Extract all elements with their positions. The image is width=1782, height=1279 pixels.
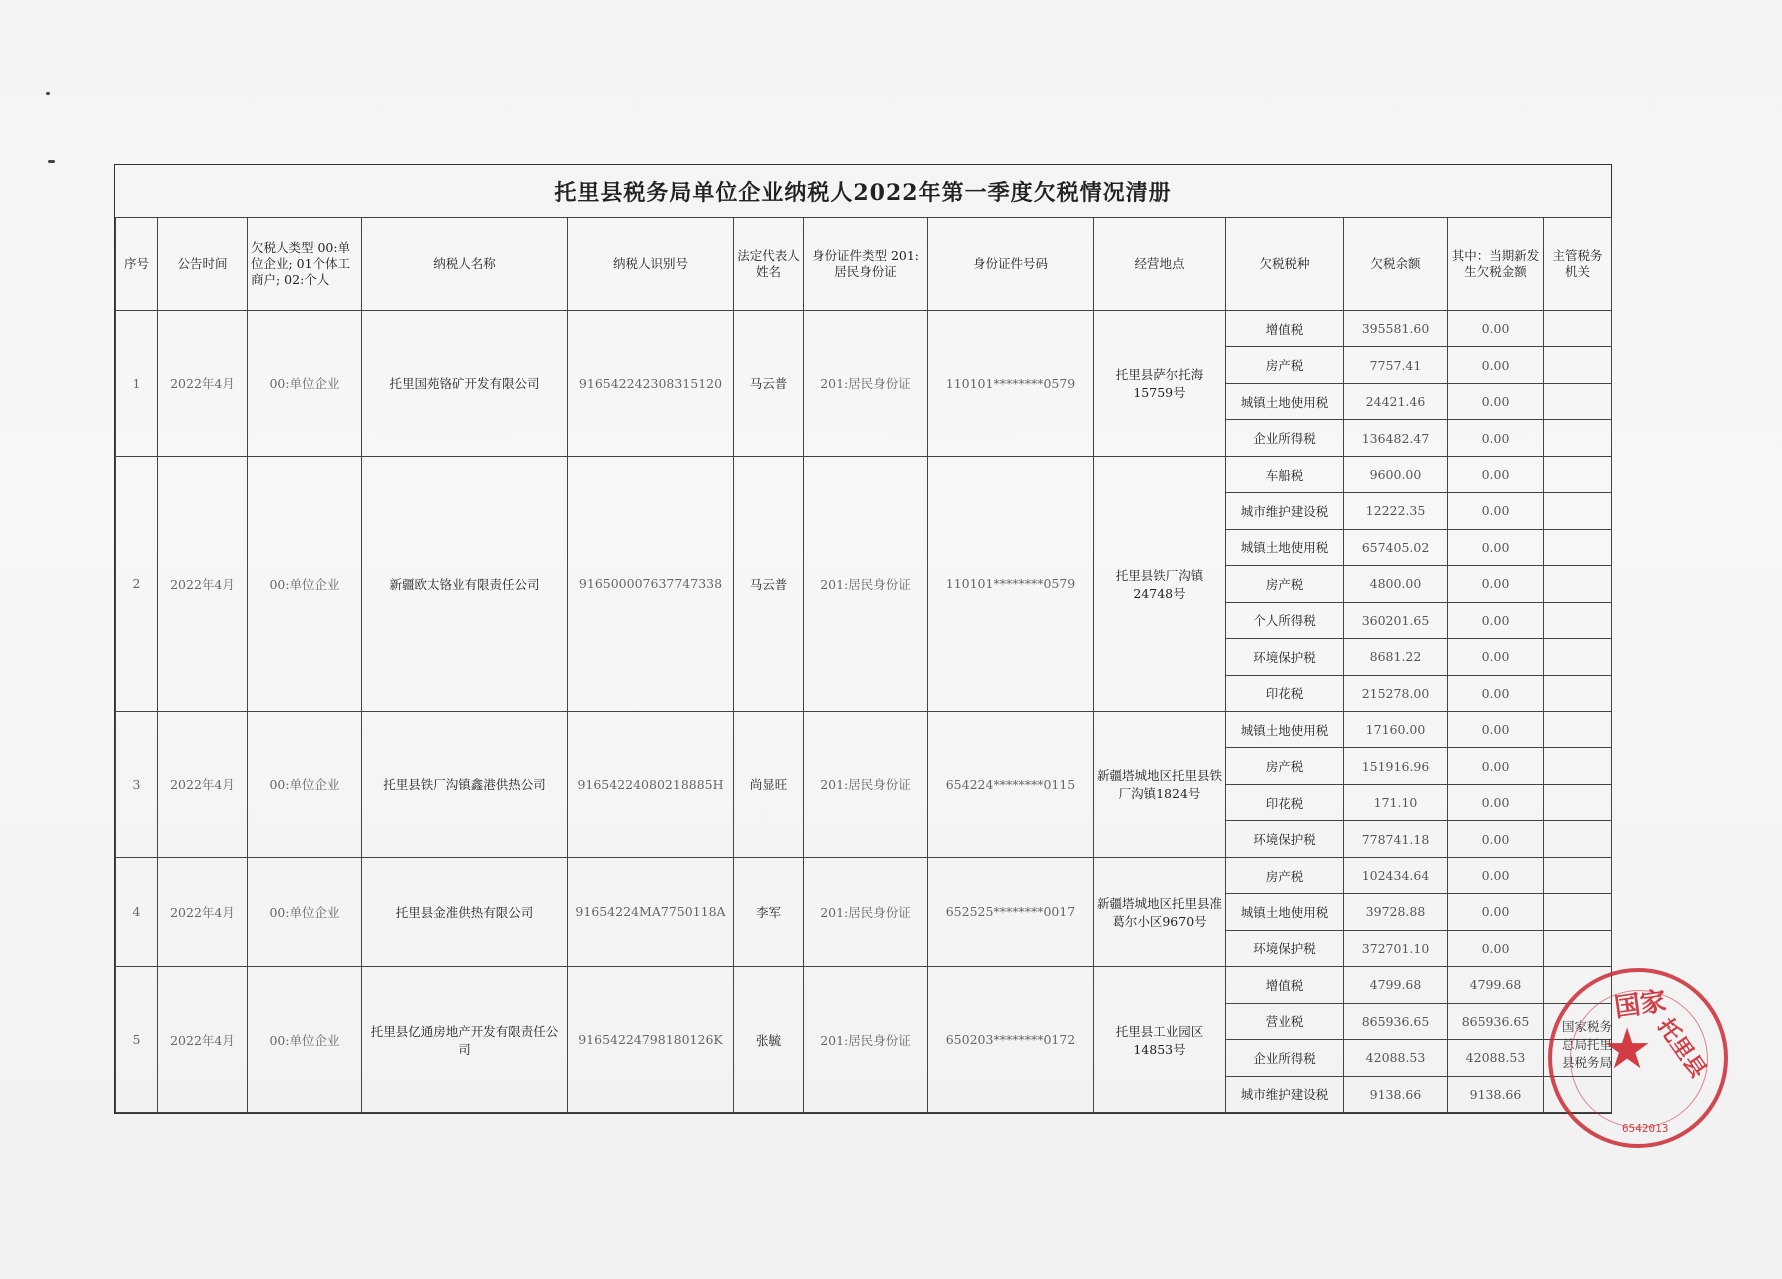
- cell-tax-kind: 房产税: [1226, 748, 1344, 784]
- cell-tax-balance: 24421.46: [1344, 383, 1448, 419]
- cell-tax-new: 0.00: [1448, 493, 1544, 529]
- cell-tax-balance: 17160.00: [1344, 711, 1448, 747]
- cell-tax-new: 0.00: [1448, 857, 1544, 893]
- cell-tax-balance: 151916.96: [1344, 748, 1448, 784]
- cell-seq: 5: [116, 967, 158, 1113]
- header-idtype: 身份证件类型 201:居民身份证: [804, 218, 928, 311]
- cell-tax-balance: 9138.66: [1344, 1076, 1448, 1112]
- cell-date: 2022年4月: [158, 711, 248, 857]
- cell-tax-kind: 车船税: [1226, 456, 1344, 492]
- cell-idno: 110101********0579: [928, 456, 1094, 711]
- cell-type: 00:单位企业: [248, 857, 362, 966]
- header-authority: 主管税务机关: [1544, 218, 1612, 311]
- table-row: [116, 857, 1612, 893]
- cell-tax-balance: 865936.65: [1344, 1003, 1448, 1039]
- cell-tax-kind: 印花税: [1226, 675, 1344, 711]
- cell-authority: [1544, 857, 1612, 893]
- cell-tax-balance: 372701.10: [1344, 930, 1448, 966]
- cell-addr: 托里县铁厂沟镇24748号: [1094, 456, 1226, 711]
- cell-rep: 马云普: [734, 311, 804, 457]
- cell-tax-balance: 8681.22: [1344, 639, 1448, 675]
- cell-idtype: 201:居民身份证: [804, 711, 928, 857]
- table-row: [116, 311, 1612, 347]
- table-row: [116, 967, 1612, 1003]
- cell-tax-balance: 395581.60: [1344, 311, 1448, 347]
- cell-authority: [1544, 311, 1612, 347]
- cell-tax-balance: 215278.00: [1344, 675, 1448, 711]
- cell-tax-kind: 城市维护建设税: [1226, 1076, 1344, 1112]
- cell-tax-new: 865936.65: [1448, 1003, 1544, 1039]
- header-new: 其中：当期新发生欠税金额: [1448, 218, 1544, 311]
- cell-tax-kind: 个人所得税: [1226, 602, 1344, 638]
- cell-tax-new: 0.00: [1448, 711, 1544, 747]
- cell-tax-new: 9138.66: [1448, 1076, 1544, 1112]
- cell-tax-new: 0.00: [1448, 456, 1544, 492]
- cell-tax-balance: 9600.00: [1344, 456, 1448, 492]
- header-addr: 经营地点: [1094, 218, 1226, 311]
- cell-tax-new: 0.00: [1448, 602, 1544, 638]
- cell-tax-balance: 171.10: [1344, 784, 1448, 820]
- cell-authority: [1544, 930, 1612, 966]
- cell-tax-balance: 7757.41: [1344, 347, 1448, 383]
- ledger-body: [116, 311, 1612, 1113]
- cell-idno: 650203********0172: [928, 967, 1094, 1113]
- authority-label: 国家税务总局托里县税务局: [1561, 1019, 1612, 1070]
- cell-date: 2022年4月: [158, 967, 248, 1113]
- cell-authority: [1544, 821, 1612, 857]
- cell-authority: [1544, 602, 1612, 638]
- header-date: 公告时间: [158, 218, 248, 311]
- cell-authority: [1544, 347, 1612, 383]
- cell-tax-balance: 360201.65: [1344, 602, 1448, 638]
- header-row: [116, 218, 1612, 311]
- cell-tax-new: 0.00: [1448, 821, 1544, 857]
- cell-authority: [1544, 456, 1612, 492]
- cell-type: 00:单位企业: [248, 311, 362, 457]
- cell-tax-new: 42088.53: [1448, 1040, 1544, 1076]
- cell-idtype: 201:居民身份证: [804, 456, 928, 711]
- cell-tax-new: 0.00: [1448, 347, 1544, 383]
- cell-seq: 2: [116, 456, 158, 711]
- cell-tax-balance: 102434.64: [1344, 857, 1448, 893]
- cell-tax-balance: 136482.47: [1344, 420, 1448, 456]
- cell-rep: 张毓: [734, 967, 804, 1113]
- cell-addr: 新疆塔城地区托里县铁厂沟镇1824号: [1094, 711, 1226, 857]
- cell-type: 00:单位企业: [248, 456, 362, 711]
- cell-date: 2022年4月: [158, 311, 248, 457]
- document-title: 托里县税务局单位企业纳税人2022年第一季度欠税情况清册: [115, 165, 1611, 218]
- cell-tax-new: 0.00: [1448, 930, 1544, 966]
- cell-authority: [1544, 748, 1612, 784]
- cell-tax-kind: 环境保护税: [1226, 930, 1344, 966]
- cell-authority: [1544, 1076, 1612, 1112]
- cell-tax-balance: 778741.18: [1344, 821, 1448, 857]
- cell-tax-new: 0.00: [1448, 383, 1544, 419]
- cell-authority: [1544, 566, 1612, 602]
- paper-speck: [48, 160, 55, 163]
- cell-tax-kind: 企业所得税: [1226, 420, 1344, 456]
- cell-tax-new: 0.00: [1448, 420, 1544, 456]
- cell-authority: [1544, 967, 1612, 1003]
- star-icon: ★: [1602, 1017, 1653, 1082]
- seal-code: 6542013: [1622, 1122, 1669, 1135]
- paper-speck: [46, 92, 50, 95]
- header-seq: 序号: [116, 218, 158, 311]
- cell-tin: 91654224080218885H: [568, 711, 734, 857]
- cell-tax-kind: 城镇土地使用税: [1226, 894, 1344, 930]
- cell-tax-new: 0.00: [1448, 894, 1544, 930]
- cell-idno: 652525********0017: [928, 857, 1094, 966]
- cell-idtype: 201:居民身份证: [804, 967, 928, 1113]
- cell-type: 00:单位企业: [248, 711, 362, 857]
- cell-tin: 916542242308315120: [568, 311, 734, 457]
- cell-type: 00:单位企业: [248, 967, 362, 1113]
- cell-tax-kind: 城镇土地使用税: [1226, 383, 1344, 419]
- cell-tax-balance: 12222.35: [1344, 493, 1448, 529]
- cell-idno: 654224********0115: [928, 711, 1094, 857]
- cell-addr: 新疆塔城地区托里县准葛尔小区9670号: [1094, 857, 1226, 966]
- cell-tax-kind: 增值税: [1226, 967, 1344, 1003]
- cell-name: 托里县金准供热有限公司: [362, 857, 568, 966]
- header-taxkind: 欠税税种: [1226, 218, 1344, 311]
- cell-tax-kind: 环境保护税: [1226, 639, 1344, 675]
- seal-text-top: 国家: [1612, 986, 1669, 1024]
- cell-idtype: 201:居民身份证: [804, 311, 928, 457]
- cell-tax-balance: 4799.68: [1344, 967, 1448, 1003]
- header-tin: 纳税人识别号: [568, 218, 734, 311]
- cell-tax-kind: 房产税: [1226, 857, 1344, 893]
- table-row: [116, 711, 1612, 747]
- header-type: 欠税人类型 00:单位企业; 01个体工商户; 02:个人: [248, 218, 362, 311]
- cell-seq: 3: [116, 711, 158, 857]
- cell-tax-kind: 城镇土地使用税: [1226, 711, 1344, 747]
- cell-seq: 4: [116, 857, 158, 966]
- arrears-table: [115, 217, 1612, 1113]
- ledger-frame: [114, 164, 1612, 1114]
- header-name: 纳税人名称: [362, 218, 568, 311]
- cell-name: 托里县铁厂沟镇鑫港供热公司: [362, 711, 568, 857]
- cell-tax-balance: 4800.00: [1344, 566, 1448, 602]
- cell-authority: [1544, 675, 1612, 711]
- cell-authority: [1544, 420, 1612, 456]
- cell-authority: [1544, 784, 1612, 820]
- cell-authority: [1544, 383, 1612, 419]
- cell-seq: 1: [116, 311, 158, 457]
- cell-tax-new: 0.00: [1448, 639, 1544, 675]
- cell-tax-kind: 印花税: [1226, 784, 1344, 820]
- cell-tax-new: 0.00: [1448, 566, 1544, 602]
- cell-addr: 托里县萨尔托海15759号: [1094, 311, 1226, 457]
- cell-idno: 110101********0579: [928, 311, 1094, 457]
- cell-rep: 尚显旺: [734, 711, 804, 857]
- cell-rep: 李军: [734, 857, 804, 966]
- cell-tax-balance: 657405.02: [1344, 529, 1448, 565]
- cell-tax-new: 0.00: [1448, 529, 1544, 565]
- cell-tax-kind: 房产税: [1226, 347, 1344, 383]
- cell-authority: [1544, 529, 1612, 565]
- cell-tax-kind: 房产税: [1226, 566, 1344, 602]
- cell-idtype: 201:居民身份证: [804, 857, 928, 966]
- cell-tax-new: 0.00: [1448, 311, 1544, 347]
- cell-tax-kind: 环境保护税: [1226, 821, 1344, 857]
- cell-date: 2022年4月: [158, 456, 248, 711]
- cell-tax-kind: 企业所得税: [1226, 1040, 1344, 1076]
- cell-authority: [1544, 493, 1612, 529]
- cell-name: 托里国苑铬矿开发有限公司: [362, 311, 568, 457]
- cell-tax-balance: 42088.53: [1344, 1040, 1448, 1076]
- cell-tax-kind: 城镇土地使用税: [1226, 529, 1344, 565]
- cell-tax-new: 0.00: [1448, 748, 1544, 784]
- cell-tax-kind: 增值税: [1226, 311, 1344, 347]
- cell-rep: 马云普: [734, 456, 804, 711]
- cell-name: 新疆欧太铬业有限责任公司: [362, 456, 568, 711]
- cell-tin: 91654224MA7750118A: [568, 857, 734, 966]
- cell-tax-new: 0.00: [1448, 784, 1544, 820]
- header-balance: 欠税余额: [1344, 218, 1448, 311]
- cell-authority: [1544, 711, 1612, 747]
- cell-addr: 托里县工业园区14853号: [1094, 967, 1226, 1113]
- cell-authority: [1544, 639, 1612, 675]
- cell-authority: [1544, 894, 1612, 930]
- header-idno: 身份证件号码: [928, 218, 1094, 311]
- cell-tax-balance: 39728.88: [1344, 894, 1448, 930]
- table-row: [116, 456, 1612, 492]
- cell-tax-kind: 城市维护建设税: [1226, 493, 1344, 529]
- seal-text-side: 托里县: [1652, 1014, 1711, 1083]
- cell-tax-new: 0.00: [1448, 675, 1544, 711]
- cell-name: 托里县亿通房地产开发有限责任公司: [362, 967, 568, 1113]
- header-rep: 法定代表人姓名: [734, 218, 804, 311]
- cell-tin: 916500007637747338: [568, 456, 734, 711]
- cell-date: 2022年4月: [158, 857, 248, 966]
- cell-tax-new: 4799.68: [1448, 967, 1544, 1003]
- cell-tin: 91654224798180126K: [568, 967, 734, 1113]
- cell-tax-kind: 营业税: [1226, 1003, 1344, 1039]
